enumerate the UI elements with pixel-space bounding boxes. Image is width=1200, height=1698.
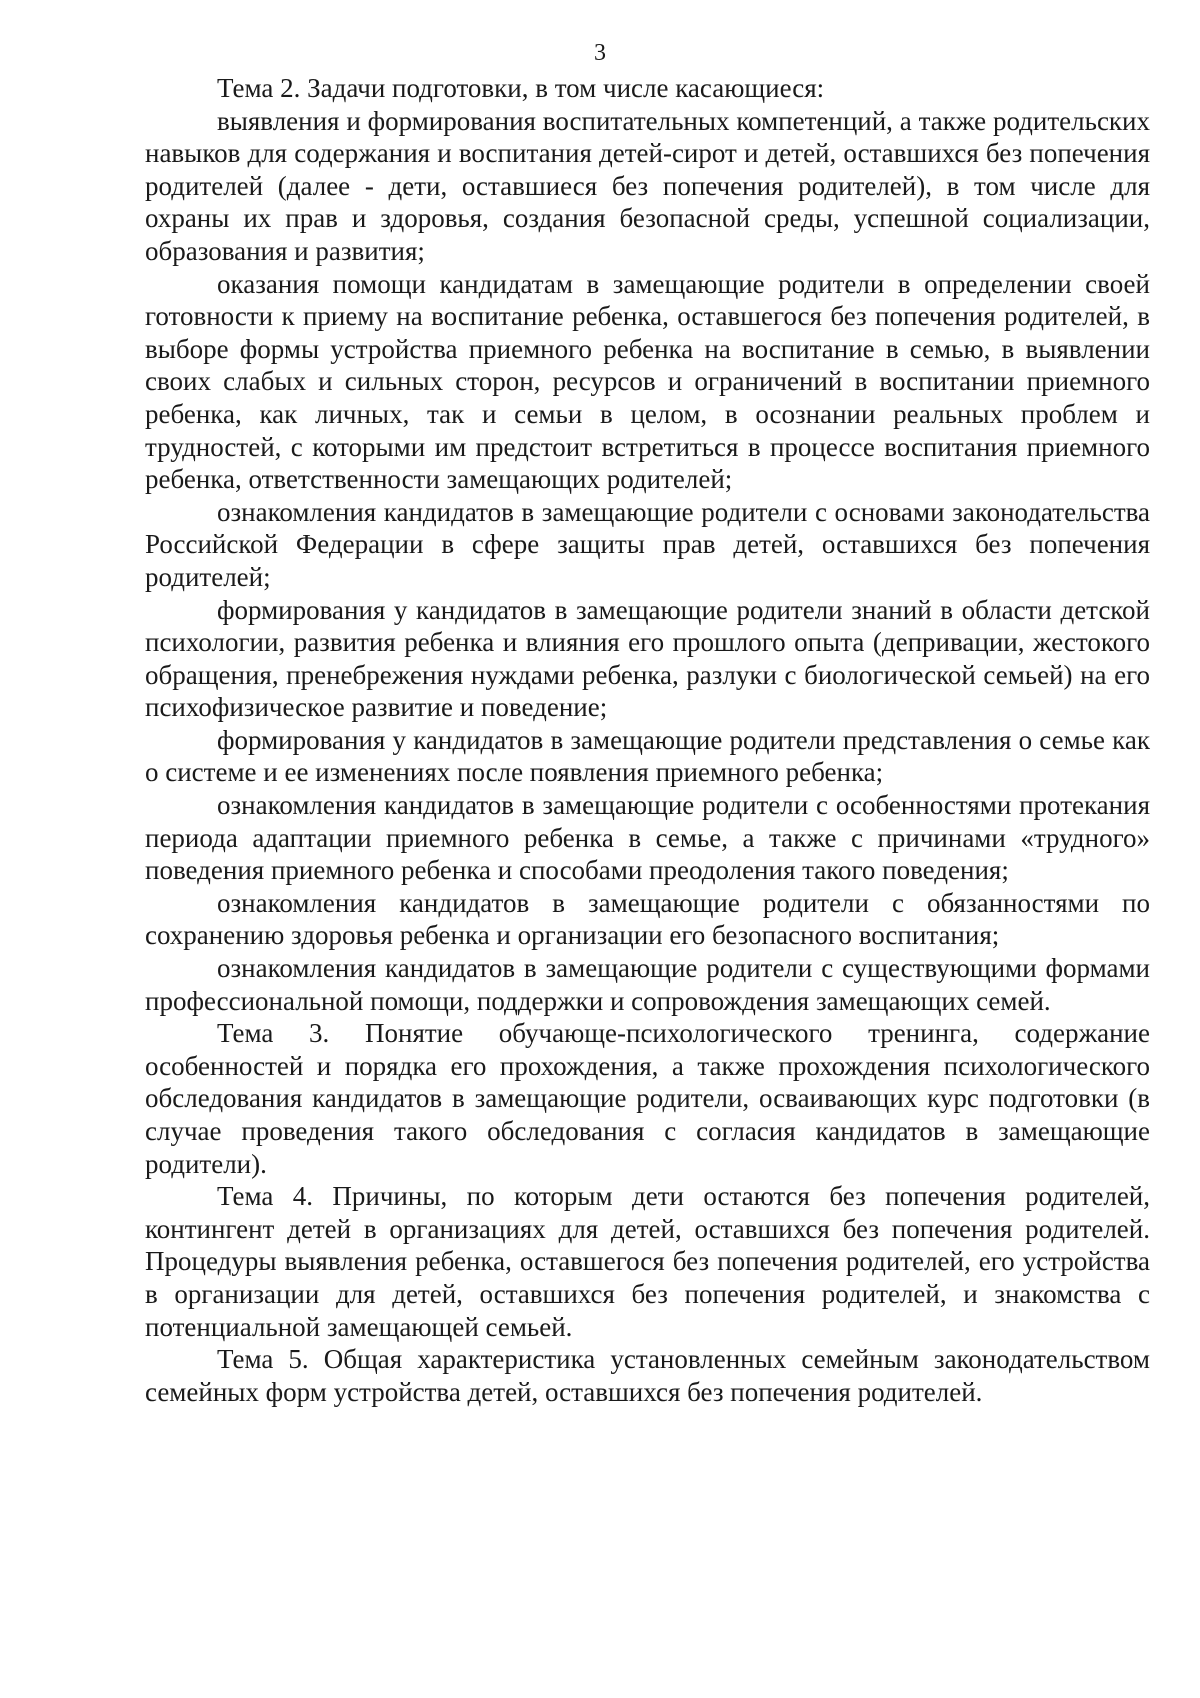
document-body	[145, 72, 1150, 1408]
paragraph-topic-5: Тема 5. Общая характеристика установленных семейным законодательством семейных форм устройства детей, оставшихся без попечения родителей.	[145, 1344, 1150, 1407]
paragraph-adaptation: ознакомления кандидатов в замещающие родители с особенностями протекания периода адаптации приемного ребенка в семье, а также с причинами «трудного» поведения приемного ребенка и способами преодоления такого поведения;	[145, 790, 1150, 886]
paragraph-competencies: выявления и формирования воспитательных компетенций, а также родительских навыков для содержания и воспитания детей-сирот и детей, оставшихся без попечения родителей (далее - дети, оставшиеся без попечения родителей), в том числе для охраны их прав и здоровья, создания безопасной среды, успешной социализации, образования и развития;	[145, 105, 1150, 266]
paragraph-legislation: ознакомления кандидатов в замещающие родители с основами законодательства Российской Федерации в сфере защиты прав детей, оставшихся без попечения родителей;	[145, 496, 1150, 592]
paragraph-health-duties: ознакомления кандидатов в замещающие родители с обязанностями по сохранению здоровья ребенка и организации его безопасного воспитания;	[145, 887, 1150, 951]
page-number: 3	[594, 40, 606, 66]
paragraph-family-system: формирования у кандидатов в замещающие родители представления о семье как о системе и ее изменениях после появления приемного ребенка;	[145, 724, 1150, 788]
paragraph-readiness-help: оказания помощи кандидатам в замещающие родители в определении своей готовности к приему на воспитание ребенка, оставшегося без попечения родителей, в выборе формы устройства приемного ребенка на воспитание в семью, в выявлении своих слабых и сильных сторон, ресурсов и ограничений в воспитании приемного ребенка, как личных, так и семьи в целом, в осознании реальных проблем и трудностей, с которыми им предстоит встретиться в процессе воспитания приемного ребенка, ответственности замещающих родителей;	[145, 268, 1150, 495]
paragraph-topic-2-heading: Тема 2. Задачи подготовки, в том числе касающиеся:	[217, 73, 825, 103]
paragraph-topic-3: Тема 3. Понятие обучающе-психологического тренинга, содержание особенностей и порядка его прохождения, а также прохождения психологического обследования кандидатов в замещающие родители, осваивающих курс подготовки (в случае проведения такого обследования с согласия кандидатов в замещающие родители).	[145, 1018, 1150, 1179]
paragraph-child-psychology: формирования у кандидатов в замещающие родители знаний в области детской психологии, развития ребенка и влияния его прошлого опыта (депривации, жестокого обращения, пренебрежения нуждами ребенка, разлуки с биологической семьей) на его психофизическое развитие и поведение;	[145, 594, 1150, 723]
paragraph-topic-4: Тема 4. Причины, по которым дети остаются без попечения родителей, контингент детей в организациях для детей, оставшихся без попечения родителей. Процедуры выявления ребенка, оставшегося без попечения родителей, его устройства в организации для детей, оставшихся без попечения родителей, и знакомства с потенциальной замещающей семьей.	[145, 1181, 1150, 1342]
paragraph-support-forms: ознакомления кандидатов в замещающие родители с существующими формами профессиональной помощи, поддержки и сопровождения замещающих семей.	[145, 953, 1150, 1016]
